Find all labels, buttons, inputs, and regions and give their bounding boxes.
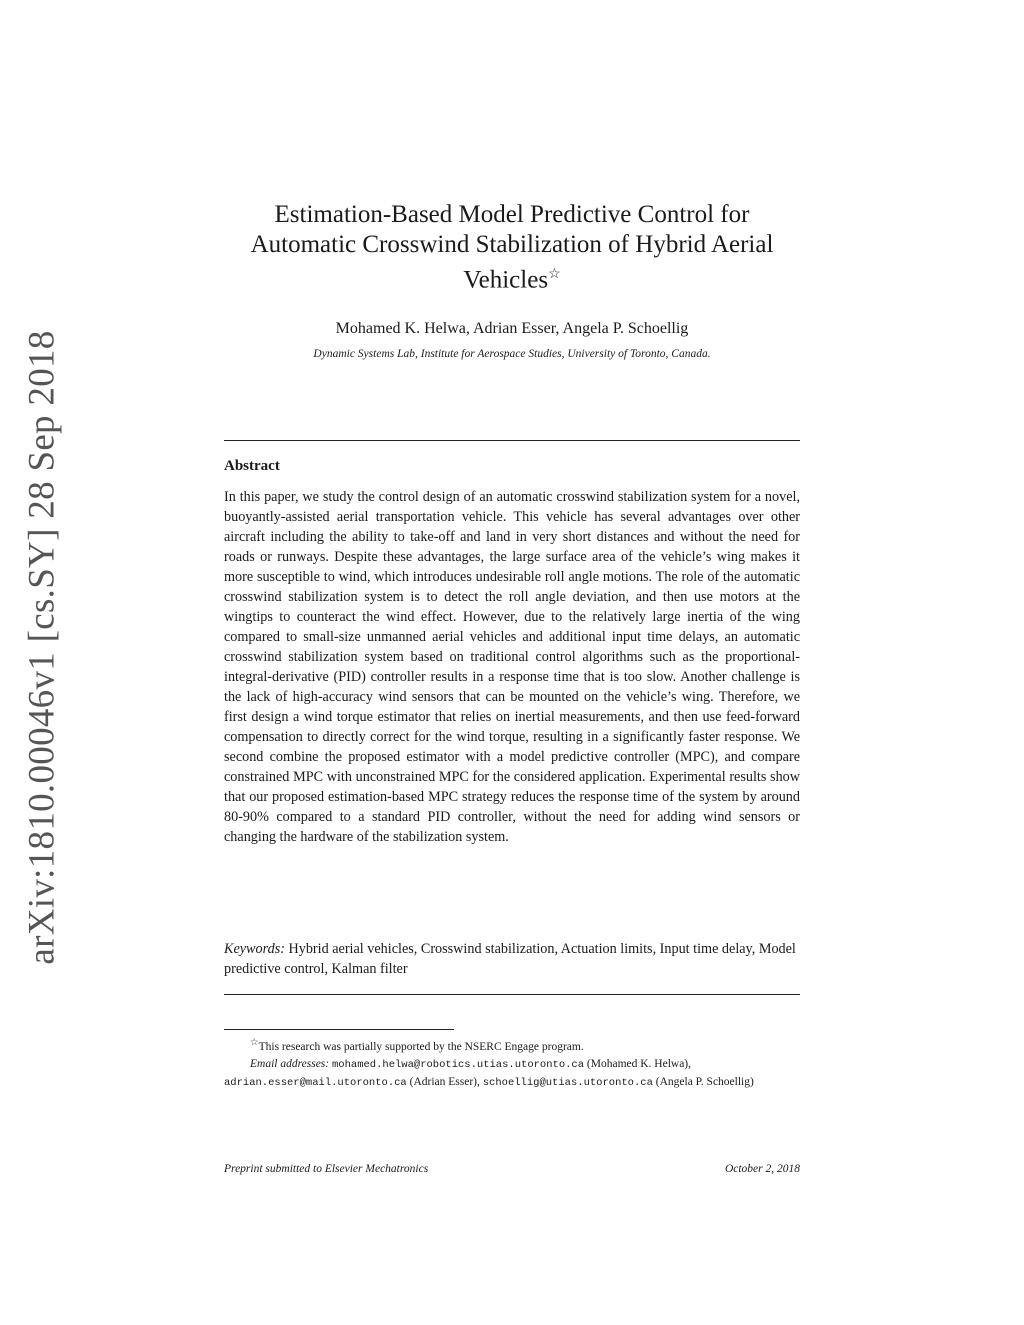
author-list: Mohamed K. Helwa, Adrian Esser, Angela P. Schoellig bbox=[335, 320, 689, 337]
keywords bbox=[224, 939, 800, 979]
email-schoellig-link[interactable]: schoellig@utias.utoronto.ca bbox=[482, 1076, 653, 1089]
keywords-text: Hybrid aerial vehicles, Crosswind stabilization, Actuation limits, Input time delay, Model predictive control, Kalman filter bbox=[224, 941, 796, 977]
arxiv-identifier bbox=[18, 330, 66, 965]
email-esser-name: (Adrian Esser), bbox=[409, 1075, 480, 1088]
email-helwa-name: (Mohamed K. Helwa), bbox=[586, 1057, 692, 1070]
title-line-3-text: Vehicles bbox=[463, 266, 549, 294]
abstract-heading: Abstract bbox=[224, 458, 280, 474]
footnote-emails bbox=[224, 1056, 800, 1092]
title-footnote-mark: ☆ bbox=[548, 267, 561, 282]
title-line-1: Estimation-Based Model Predictive Control for bbox=[274, 201, 750, 228]
abstract-bottom-rule bbox=[224, 994, 800, 995]
footnote-rule bbox=[224, 1029, 454, 1030]
footnotes bbox=[224, 1034, 800, 1092]
footnote-support-text: This research was partially supported by the NSERC Engage program. bbox=[258, 1040, 584, 1053]
page-footer bbox=[224, 1163, 800, 1175]
affiliation: Dynamic Systems Lab, Institute for Aerospace Studies, University of Toronto, Canada. bbox=[313, 348, 711, 360]
footnote-mark: ☆ bbox=[250, 1037, 259, 1048]
footnote-support bbox=[224, 1034, 800, 1056]
email-label: Email addresses: bbox=[250, 1057, 330, 1070]
email-helwa-link[interactable]: mohamed.helwa@robotics.utias.utoronto.ca bbox=[331, 1058, 585, 1071]
arxiv-identifier-text: arXiv:1810.00046v1 [cs.SY] 28 Sep 2018 bbox=[21, 330, 63, 965]
paper-title bbox=[224, 200, 800, 295]
title-line-2: Automatic Crosswind Stabilization of Hybrid Aerial bbox=[250, 231, 774, 258]
footer-date: October 2, 2018 bbox=[724, 1163, 800, 1175]
keywords-label: Keywords: bbox=[224, 941, 285, 957]
email-schoellig-name: (Angela P. Schoellig) bbox=[655, 1075, 754, 1088]
title-line-3 bbox=[224, 260, 800, 295]
abstract-text: In this paper, we study the control design of an automatic crosswind stabilization system for a novel, buoyantly-assisted aerial transportation vehicle. This vehicle has several advantages over other aircraft including the ability to take-off and land in very short distances and without the need for roads or runways. Despite these advantages, the large surface area of the vehicle’s wing makes it more susceptible to wind, which introduces undesirable roll angle motions. The role of the automatic crosswind stabilization system is to detect the roll angle deviation, and then use motors at the wingtips to counteract the wind effect. However, due to the relatively large inertia of the wing compared to small-size unmanned aerial vehicles and additional input time delays, an automatic crosswind stabilization system based on traditional control algorithms such as the proportional-integral-derivative (PID) controller results in a response time that is too slow. Another challenge is the lack of high-accuracy wind sensors that can be mounted on the vehicle’s wing. Therefore, we first design a wind torque estimator that relies on inertial measurements, and then use feed-forward compensation to directly correct for the wind torque, resulting in a significantly faster response. We second combine the proposed estimator with a model predictive controller (MPC), and compare constrained MPC with unconstrained MPC for the considered application. Experimental results show that our proposed estimation-based MPC strategy reduces the response time of the system by around 80-90% compared to a standard PID controller, without the need for adding wind sensors or changing the hardware of the stabilization system. bbox=[224, 489, 800, 845]
abstract-top-rule bbox=[224, 440, 800, 441]
email-esser-link[interactable]: adrian.esser@mail.utoronto.ca bbox=[224, 1076, 407, 1089]
footer-preprint: Preprint submitted to Elsevier Mechatronics bbox=[224, 1163, 429, 1175]
